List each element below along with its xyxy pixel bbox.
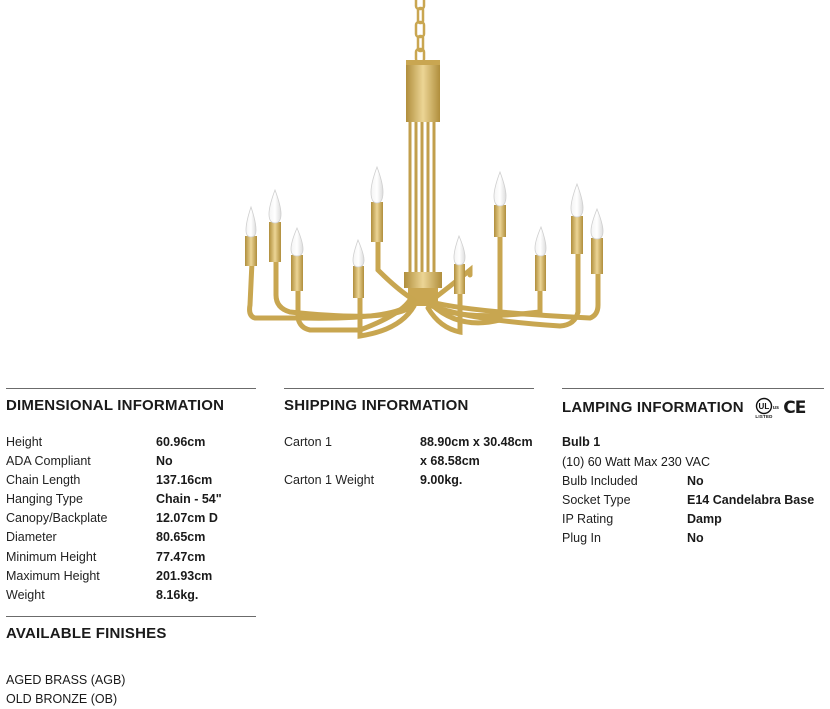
spec-value: 88.90cm x 30.48cm <box>420 435 533 449</box>
certifications <box>754 397 805 419</box>
spec-value: 8.16kg. <box>156 587 199 602</box>
spec-value: 60.96cm <box>156 435 206 449</box>
ul-text: UL <box>758 402 770 411</box>
spec-row <box>6 433 256 452</box>
listed-text: LISTED <box>755 414 773 419</box>
spec-value: E14 Candelabra Base <box>687 493 815 508</box>
shipping-title: SHIPPING INFORMATION <box>284 397 469 414</box>
finish-item: AGED BRASS (AGB) <box>6 673 126 687</box>
spec-label: Diameter <box>6 530 57 545</box>
spec-value: 12.07cm D <box>156 511 218 526</box>
spec-label: Canopy/Backplate <box>6 511 108 526</box>
spec-label: ADA Compliant <box>6 454 91 469</box>
spec-label: Minimum Height <box>6 549 97 564</box>
spec-row <box>562 472 824 491</box>
ul-listed-icon <box>754 397 780 419</box>
spec-value-continued: x 68.58cm <box>420 454 480 469</box>
finish-item: OLD BRONZE (OB) <box>6 692 118 706</box>
spec-row <box>284 433 534 452</box>
spec-row <box>284 452 534 471</box>
spec-label: Chain Length <box>6 473 81 488</box>
spec-row <box>6 567 256 586</box>
spec-value: 9.00kg. <box>420 473 463 488</box>
spec-label: Socket Type <box>562 493 631 508</box>
dimensional-list <box>6 433 256 605</box>
spec-label: Carton 1 Weight <box>284 473 375 488</box>
svg-text:us: us <box>773 405 780 411</box>
spec-value: No <box>156 454 173 469</box>
dimensional-title: DIMENSIONAL INFORMATION <box>6 397 225 414</box>
chain <box>416 0 424 62</box>
spec-value: 201.93cm <box>156 568 213 583</box>
spec-row <box>6 548 256 567</box>
bulb-description: (10) 60 Watt Max 230 VAC <box>562 455 710 469</box>
lamping-header <box>562 389 824 419</box>
spec-row <box>6 509 256 528</box>
spec-value: Chain - 54" <box>156 492 222 507</box>
spec-row <box>562 510 824 529</box>
spec-label: Plug In <box>562 531 601 546</box>
spec-label: Hanging Type <box>6 492 83 507</box>
spec-label: IP Rating <box>562 512 614 527</box>
spec-label: Bulb Included <box>562 474 638 488</box>
lamping-section <box>562 388 824 548</box>
spec-label: Height <box>6 435 43 449</box>
ce-mark-icon: CE <box>783 398 806 418</box>
finishes-section <box>6 616 256 709</box>
spec-value: 80.65cm <box>156 530 206 545</box>
spec-value: No <box>687 531 704 546</box>
spec-row <box>6 490 256 509</box>
spec-label: Maximum Height <box>6 568 100 583</box>
finishes-list <box>6 671 256 709</box>
spec-value: 137.16cm <box>156 473 213 488</box>
shipping-section <box>284 388 534 490</box>
shipping-list <box>284 433 534 490</box>
spec-value: 77.47cm <box>156 549 206 564</box>
center-column <box>404 60 442 306</box>
spec-row <box>562 491 824 510</box>
candle-bulbs <box>246 167 603 267</box>
spec-row <box>6 586 256 605</box>
spec-value: Damp <box>687 512 722 527</box>
spec-row <box>6 528 256 547</box>
bulb-title: Bulb 1 <box>562 435 601 449</box>
spec-row <box>6 452 256 471</box>
spec-row <box>6 471 256 490</box>
spec-row <box>562 529 824 548</box>
dimensional-section <box>6 388 256 605</box>
spec-label: Weight <box>6 587 45 602</box>
spec-value: No <box>687 474 704 488</box>
lamping-list <box>562 433 824 548</box>
spec-row <box>284 471 534 490</box>
lamping-title: LAMPING INFORMATION <box>562 398 744 416</box>
spec-label: Carton 1 <box>284 435 332 449</box>
finishes-title: AVAILABLE FINISHES <box>6 625 167 642</box>
